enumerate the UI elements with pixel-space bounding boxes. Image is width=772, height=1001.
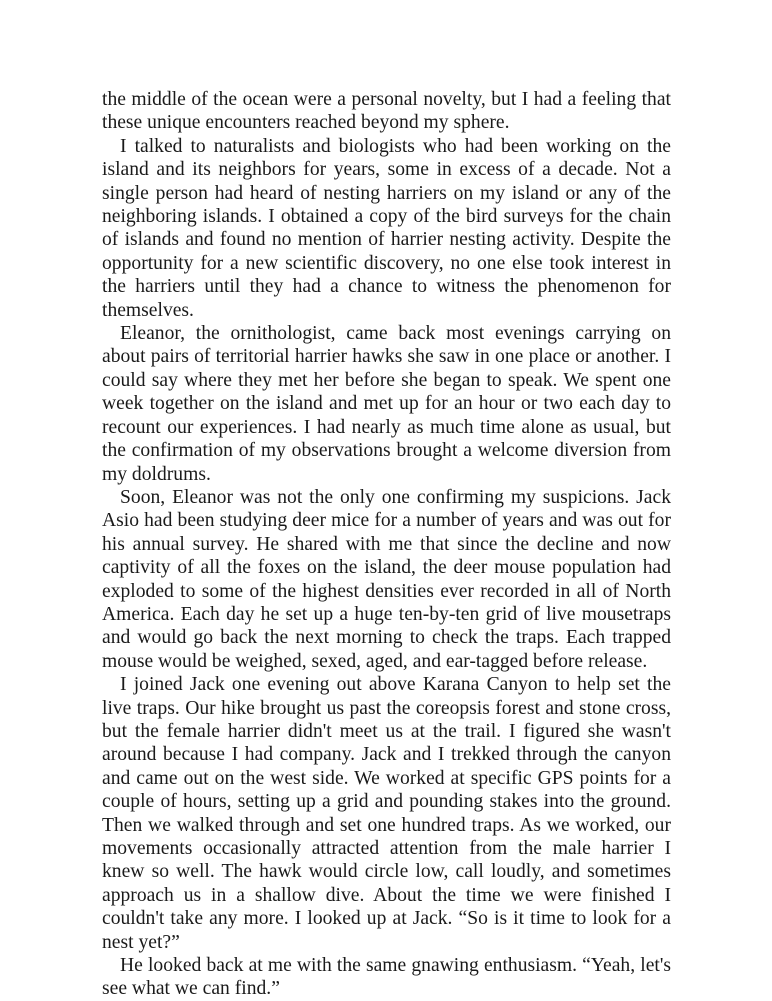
paragraph-eleanor: Eleanor, the ornithologist, came back most evenings carrying on about pairs of territorial harrier hawks she saw in one place or another. I could say where they met her before she began to speak. We spent one week together on the island and met up for an hour or two each day to recount our experiences. I had nearly as much time alone as usual, but the confirmation of my observations brought a welcome diversion from my doldrums. xyxy=(102,323,671,485)
paragraph-naturalists: I talked to naturalists and biologists who had been working on the island and its neighbors for years, some in excess of a decade. Not a single person had heard of nesting harriers on my island or any of the neighboring islands. I obtained a copy of the bird surveys for the chain of islands and found no mention of harrier nesting activity. Despite the opportunity for a new scientific discovery, no one else took interest in the harriers until they had a chance to witness the phenomenon for themselves. xyxy=(102,135,671,321)
paragraph-continuation: the middle of the ocean were a personal novelty, but I had a feeling that these unique encounters reached beyond my sphere. xyxy=(102,89,671,134)
paragraph-jack-asio: Soon, Eleanor was not the only one confirming my suspicions. Jack Asio had been studying deer mice for a number of years and was out for his annual survey. He shared with me that since the decline and now captivity of all the foxes on the island, the deer mouse population had exploded to some of the highest densities ever recorded in all of North America. Each day he set up a huge ten-by-ten grid of live mousetraps and would go back the next morning to check the traps. Each trapped mouse would be weighed, sexed, aged, and ear-tagged before release. xyxy=(102,486,671,672)
paragraph-karana-canyon: I joined Jack one evening out above Karana Canyon to help set the live traps. Our hike brought us past the coreopsis forest and stone cross, but the female harrier didn't meet us at the trail. I figured she wasn't around because I had company. Jack and I trekked through the canyon and came out on the west side. We worked at specific GPS points for a couple of hours, setting up a grid and pounding stakes into the ground. Then we walked through and set one hundred traps. As we worked, our movements occasionally attracted attention from the male harrier I knew so well. The hawk would circle low, call loudly, and sometimes approach us in a shallow dive. About the time we were finished I couldn't take any more. I looked up at Jack. “So is it time to look for a nest yet?” xyxy=(102,674,671,953)
paragraph-reply: He looked back at me with the same gnawing enthusiasm. “Yeah, let's see what we can find.” xyxy=(102,955,671,1000)
book-page xyxy=(102,88,671,1001)
